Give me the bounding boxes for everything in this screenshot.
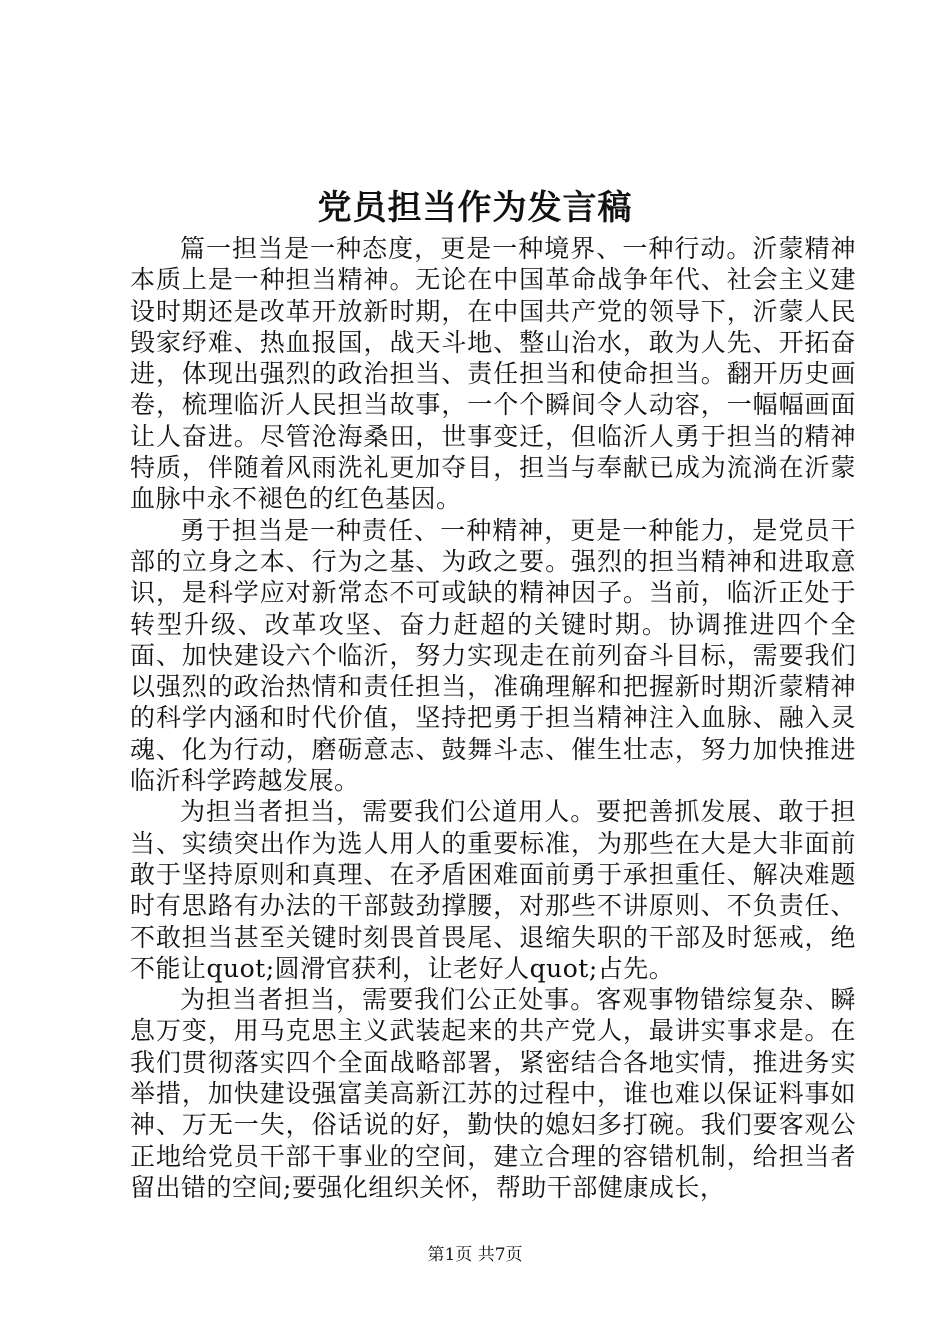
paragraph-4: 为担当者担当，需要我们公正处事。客观事物错综复杂、瞬息万变，用马克思主义武装起来的共产党人，最讲实事求是。在我们贯彻落实四个全面战略部署，紧密结合各地实情，推进务实举措，加快建设强富美高新江苏的过程中，谁也难以保证料事如神、万无一失，俗话说的好，勤快的媳妇多打碗。我们要客观公正地给党员干部干事业的空间，建立合理的容错机制，给担当者留出错的空间;要强化组织关怀，帮助干部健康成长， — [130, 985, 856, 1202]
paragraph-1: 篇一担当是一种态度，更是一种境界、一种行动。沂蒙精神本质上是一种担当精神。无论在中国革命战争年代、社会主义建设时期还是改革开放新时期，在中国共产党的领导下，沂蒙人民毁家纾难、热血报国，战天斗地、整山治水，敢为人先、开拓奋进，体现出强烈的政治担当、责任担当和使命担当。翻开历史画卷，梳理临沂人民担当故事，一个个瞬间令人动容，一幅幅画面让人奋进。尽管沧海桑田，世事变迁，但临沂人勇于担当的精神特质，伴随着风雨洗礼更加夺目，担当与奉献已成为流淌在沂蒙血脉中永不褪色的红色基因。 — [130, 234, 856, 514]
page-footer: 第1页 共7页 — [427, 1245, 523, 1265]
document-title: 党员担当作为发言稿 — [317, 188, 633, 228]
document-body — [130, 233, 856, 1203]
paragraph-2: 勇于担当是一种责任、一种精神，更是一种能力，是党员干部的立身之本、行为之基、为政之要。强烈的担当精神和进取意识，是科学应对新常态不可或缺的精神因子。当前，临沂正处于转型升级、改革攻坚、奋力赶超的关键时期。协调推进四个全面、加快建设六个临沂，努力实现走在前列奋斗目标，需要我们以强烈的政治热情和责任担当，准确理解和把握新时期沂蒙精神的科学内涵和时代价值，坚持把勇于担当精神注入血脉、融入灵魂、化为行动，磨砺意志、鼓舞斗志、催生壮志，努力加快推进临沂科学跨越发展。 — [130, 515, 856, 796]
paragraph-3: 为担当者担当，需要我们公道用人。要把善抓发展、敢于担当、实绩突出作为选人用人的重要标准，为那些在大是大非面前敢于坚持原则和真理、在矛盾困难面前勇于承担重任、解决难题时有思路有办法的干部鼓劲撑腰，对那些不讲原则、不负责任、不敢担当甚至关键时刻畏首畏尾、退缩失职的干部及时惩戒，绝不能让quot;圆滑官获利，让老好人quot;占先。 — [130, 797, 856, 983]
